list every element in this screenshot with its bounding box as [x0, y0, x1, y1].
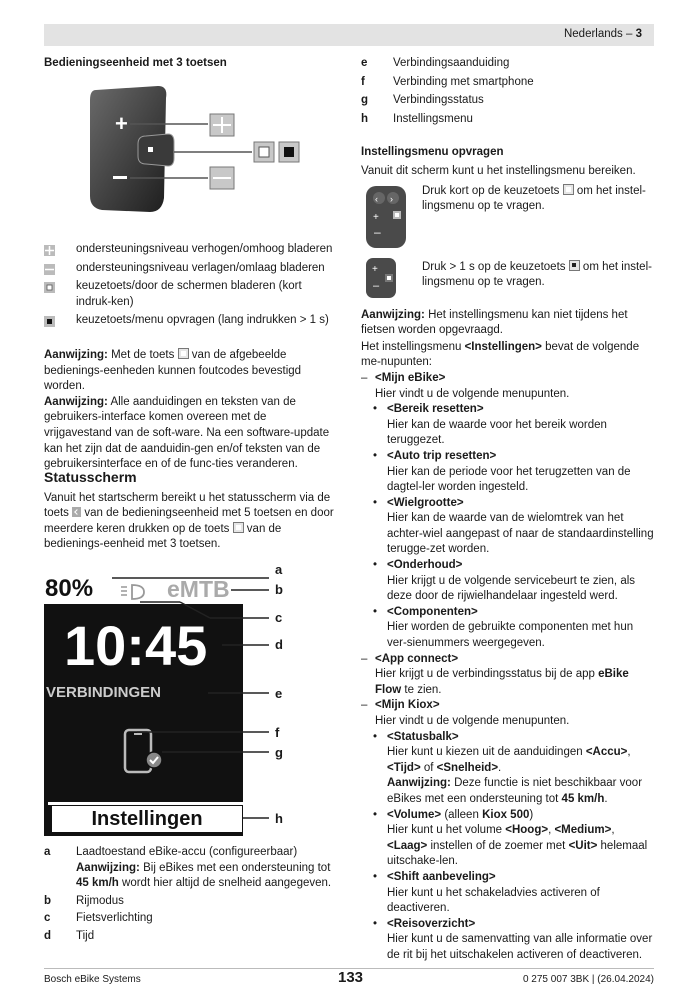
callout-f: f [275, 725, 280, 740]
menu-paragraph: Het instellingsmenu <Instellingen> bevat de volgende me-nupunten: [361, 340, 640, 369]
menu-step-1 [361, 182, 655, 254]
legend-list-right [361, 56, 655, 127]
submenu-item: • <Bereik resetten> Hier kan de waarde voor het bereik worden teruggezet. [361, 402, 655, 449]
header-page-number: 3 [635, 28, 642, 40]
list-item: f Verbinding met smartphone [361, 75, 534, 88]
menu-note: Aanwijzing: Het instellingsmenu kan niet tijdens het fietsen worden opgevraagd. [361, 308, 628, 337]
list-item: a Laadtoestand eBike-accu (configureerbaar) Aanwijzing: Bij eBikes met een ondersteuning tot 45 km/h wordt hier altijd de snelheid aangegeven. [44, 846, 332, 890]
status-paragraph: Vanuit het startscherm bereikt u het statusscherm via de toets van de bedieningseenheid met 5 toetsen en door meerdere keren drukken op de toets van de bedienings-eenheid met 3 toetsen. [44, 491, 334, 551]
svg-text:‹: ‹ [375, 193, 378, 204]
callout-e: e [275, 686, 283, 701]
submenu-item: • <Reisoverzicht> Hier kunt u de samenvatting van alle informatie over de rit bij het uitschakelen activeren of deactiveren. [361, 917, 655, 964]
legend-text: ondersteuningsniveau verhogen/omhoog bladeren [76, 243, 333, 255]
ride-mode: eMTB [167, 576, 230, 602]
menu-section-title: Instellingsmenu opvragen [361, 146, 504, 159]
legend-list-left [44, 845, 334, 945]
callout-g: g [275, 745, 283, 760]
select-key-dark-icon [569, 260, 580, 271]
submenu-item: • <Volume> (alleen Kiox 500) Hier kunt u het volume <Hoog>, <Medium>, <Laag> instellen of de zoemer met <Uit> helemaal uitschake-len. [361, 808, 655, 870]
svg-text:+: + [373, 211, 379, 223]
connections-label: VERBINDINGEN [46, 684, 162, 701]
section-title-controls: Bedieningseenheid met 3 toetsen [44, 57, 227, 69]
menu-entry-mijn-ebike: – <Mijn eBike> Hier vindt u de volgende menupunten. [361, 371, 655, 402]
menu-entry-mijn-kiox: – <Mijn Kiox> Hier vindt u de volgende menupunten. [361, 698, 655, 729]
list-item: g Verbindingsstatus [361, 94, 484, 107]
svg-text:+: + [115, 111, 128, 136]
status-title: Statusscherm [44, 469, 137, 485]
submenu-item: • <Wielgrootte> Hier kan de waarde van de wielomtrek van het achter-wiel aangepast of naar de standaardinstelling terugge-zet worden. [361, 496, 655, 558]
list-item: b Rijmodus [44, 894, 124, 907]
page-header: Nederlands – 3 [44, 24, 654, 46]
legend-text: keuzetoets/menu opvragen (lang indrukken > 1 s) [76, 314, 329, 327]
menu-entry-app-connect: – <App connect> Hier krijgt u de verbindingsstatus bij de app eBike Flow te zien. [361, 652, 655, 699]
select-key-icon [563, 184, 574, 195]
five-key-control-unit-icon [363, 184, 411, 250]
callout-d: d [275, 637, 283, 652]
header-language: Nederlands [563, 28, 623, 40]
submenu-item: • <Onderhoud> Hier krijgt u de volgende servicebeurt te zien, als deze door de rijwielhandelaar ingesteld werd. [361, 558, 655, 605]
submenu-item: • <Shift aanbeveling> Hier kunt u het schakeladvies activeren of deactiveren. [361, 870, 655, 917]
right-column [361, 56, 655, 964]
list-item: d Tijd [44, 929, 95, 942]
svg-text:+: + [372, 263, 378, 275]
battery-level: 80% [45, 575, 94, 602]
step-1-text: Druk kort op de keuzetoets om het instel-lingsmenu op te vragen. [422, 184, 646, 213]
callout-c: c [275, 610, 283, 625]
svg-text:›: › [390, 193, 393, 204]
callout-h: h [275, 811, 283, 826]
footer-publisher: Bosch eBike Systems [44, 974, 141, 985]
footer-page-number: 133 [338, 969, 364, 986]
note-2: Aanwijzing: Alle aanduidingen en teksten van de gebruikers-interface komen overeen met de vrijgavestand van de soft-ware. Na een software-update kan het zijn dat de aanduidin-gen en/of teksten van de gebruikersinterface en of de func-ties veranderen. [44, 395, 330, 471]
svg-text:–: – [373, 279, 380, 292]
submenu-item: • <Statusbalk> Hier kunt u kiezen uit de aanduidingen <Accu>, <Tijd> of <Snelheid>. Aanwijzing: Deze functie is niet beschikbaar voor eBikes met een ondersteuning tot 45 km/h. [361, 730, 655, 808]
step-2-text: Druk > 1 s op de keuzetoets om het instel-lingsmenu op te vragen. [422, 260, 652, 289]
svg-text:–: – [374, 224, 381, 239]
note-1: Aanwijzing: Met de toets van de afgebeelde bedienings-eenheden kunnen foutcodes bevestigd worden. [44, 349, 302, 393]
list-item: e Verbindingsaanduiding [361, 57, 510, 69]
footer-document-id: 0 275 007 3BK | (26.04.2024) [522, 974, 654, 985]
menu-step-2 [361, 254, 655, 300]
list-item: c Fietsverlichting [44, 912, 153, 925]
clock-time: 10:45 [64, 614, 208, 677]
legend-text: keuzetoets/door de schermen bladeren (kort indruk-ken) [76, 280, 302, 308]
menu-intro: Vanuit dit scherm kunt u het instellingsmenu bereiken. [361, 164, 636, 177]
submenu-item: • <Componenten> Hier worden de gebruikte componenten met hun ver-sienummers weergegeven. [361, 605, 655, 652]
callout-a: a [275, 562, 283, 577]
submenu-item: • <Auto trip resetten> Hier kan de periode voor het terugzetten van de dagtel-ler worden ingesteld. [361, 449, 655, 496]
three-key-control-unit-icon [363, 256, 411, 300]
legend-text: ondersteuningsniveau verlagen/omlaag bladeren [76, 261, 325, 274]
list-item: h Instellingsmenu [361, 112, 473, 125]
callout-b: b [275, 582, 283, 597]
settings-menu-button: Instellingen [52, 806, 242, 832]
